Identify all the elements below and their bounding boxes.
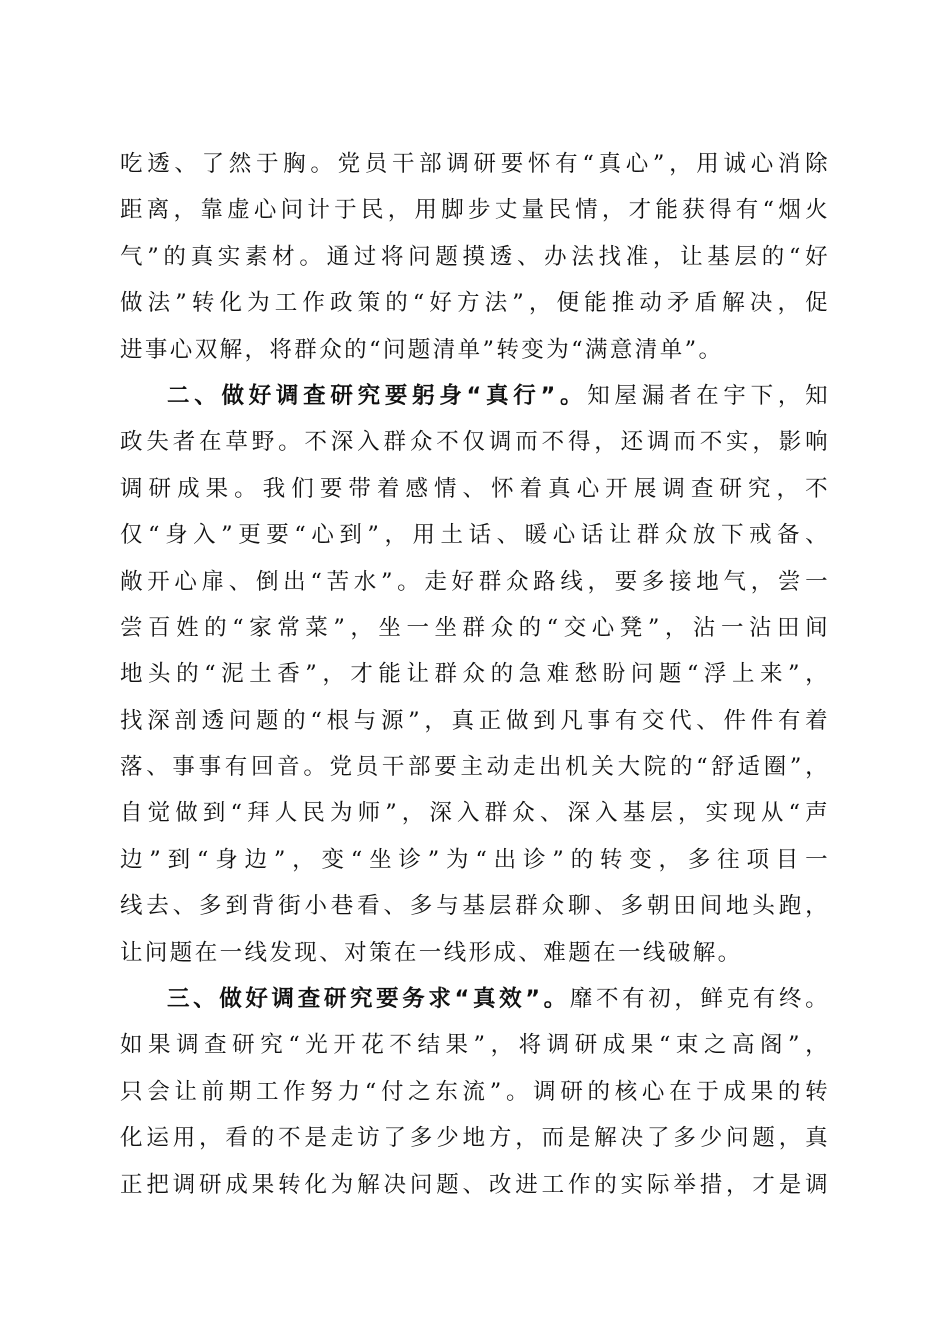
paragraph-2	[120, 373, 830, 976]
text-line: 落、事事有回音。党员干部要主动走出机关大院的“舒适圈”，	[120, 754, 830, 781]
text-line: 尝百姓的“家常菜”，坐一坐群众的“交心凳”，沾一沾田间	[120, 614, 830, 641]
text-line: 政失者在草野。不深入群众不仅调而不得，还调而不实，影响	[120, 429, 830, 456]
text-line: 吃透、了然于胸。党员干部调研要怀有“真心”，用诚心消除	[120, 151, 830, 177]
section-heading: 二、做好调查研究要躬身“真行”。	[167, 382, 588, 409]
text-line: 如果调查研究“光开花不结果”，将调研成果“束之高阁”，	[120, 1032, 830, 1059]
text-line: 做法”转化为工作政策的“好方法”，便能推动矛盾解决，促	[120, 290, 830, 317]
paragraph-lead-text: 靡不有初，鲜克有终。	[569, 986, 830, 1013]
text-line: 边”到“身边”，变“坐诊”为“出诊”的转变，多往项目一	[120, 846, 830, 873]
paragraph-3	[120, 976, 830, 1208]
paragraph-1	[120, 141, 830, 373]
text-line: 进事心双解，将群众的“问题清单”转变为“满意清单”。	[120, 336, 724, 363]
text-line: 调研成果。我们要带着感情、怀着真心开展调查研究，不	[120, 475, 830, 502]
text-line: 自觉做到“拜人民为师”，深入群众、深入基层，实现从“声	[120, 800, 830, 827]
text-line: 正把调研成果转化为解决问题、改进工作的实际举措，才是调	[120, 1171, 830, 1198]
text-line: 气”的真实素材。通过将问题摸透、办法找准，让基层的“好	[120, 243, 830, 270]
text-line: 敞开心扉、倒出“苦水”。走好群众路线，要多接地气，尝一	[120, 568, 830, 595]
paragraph-lead-text: 知屋漏者在宇下，知	[587, 382, 830, 409]
text-line: 化运用，看的不是走访了多少地方，而是解决了多少问题，真	[120, 1125, 830, 1152]
text-line: 仅“身入”更要“心到”，用土话、暖心话让群众放下戒备、	[120, 522, 830, 549]
text-line: 距离，靠虚心问计于民，用脚步丈量民情，才能获得有“烟火	[120, 197, 830, 224]
text-line: 只会让前期工作努力“付之东流”。调研的核心在于成果的转	[120, 1078, 830, 1105]
document-body	[120, 141, 830, 1208]
section-heading: 三、做好调查研究要务求“真效”。	[167, 986, 570, 1013]
text-line: 让问题在一线发现、对策在一线形成、难题在一线破解。	[120, 939, 743, 966]
text-line: 找深剖透问题的“根与源”，真正做到凡事有交代、件件有着	[120, 707, 830, 734]
text-line: 地头的“泥土香”，才能让群众的急难愁盼问题“浮上来”，	[120, 661, 830, 688]
paragraph-first-line	[120, 373, 830, 419]
paragraph-first-line	[120, 976, 830, 1022]
text-line: 线去、多到背街小巷看、多与基层群众聊、多朝田间地头跑，	[120, 893, 830, 920]
